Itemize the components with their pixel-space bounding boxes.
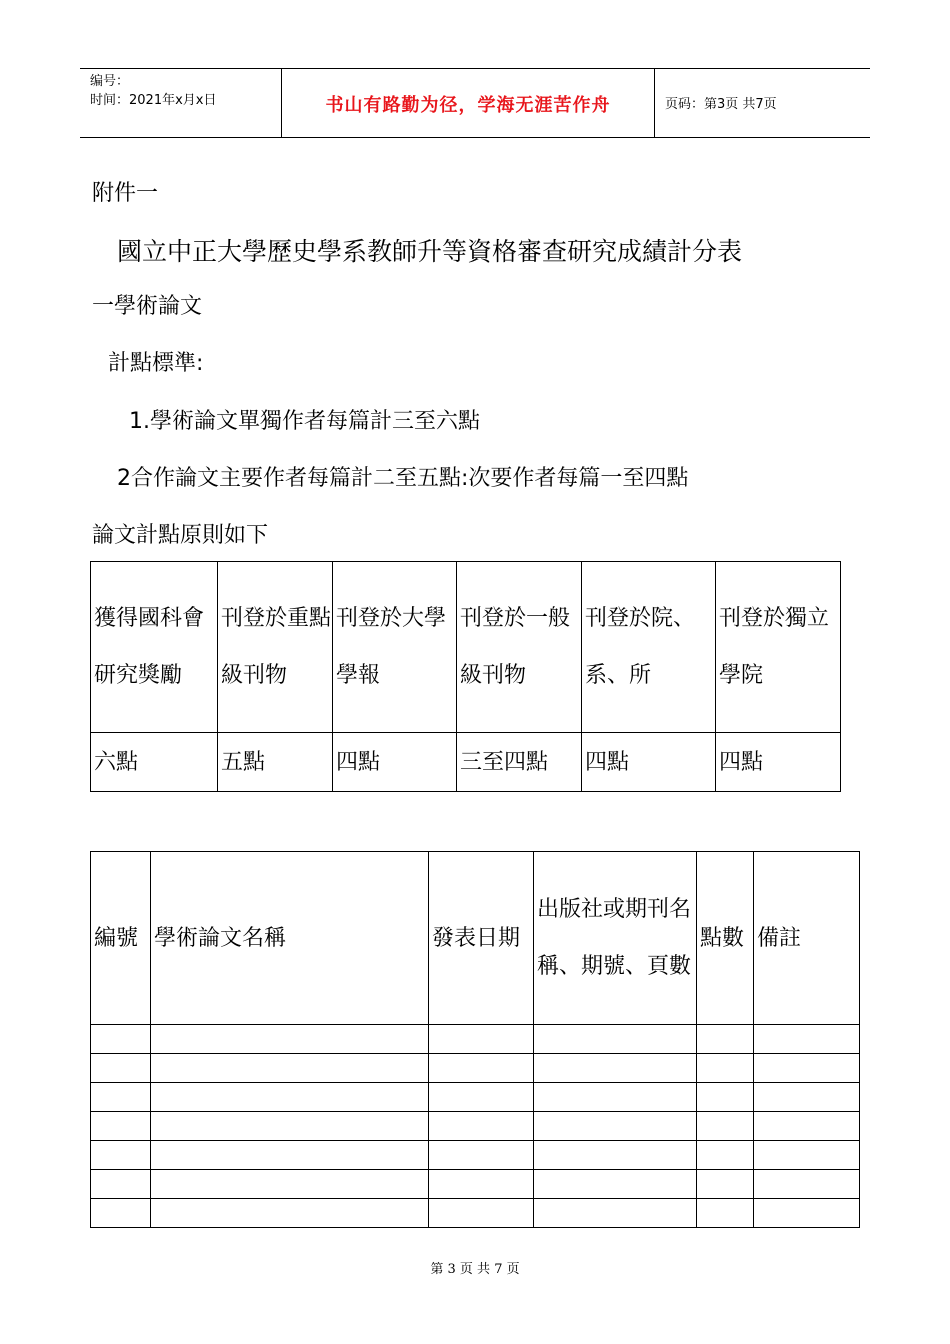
score-points-cell: 三至四點 (457, 733, 582, 792)
cell-points[interactable] (697, 1054, 754, 1083)
header-meta (90, 72, 216, 110)
cell-remarks[interactable] (754, 1170, 860, 1199)
score-table-points-row (91, 733, 841, 792)
page-footer: 第 3 页 共 7 页 (430, 1262, 520, 1277)
cell-publisher[interactable] (534, 1141, 697, 1170)
papers-table-header-row (91, 852, 860, 1025)
cell-points[interactable] (697, 1025, 754, 1054)
rule-1: 1.學術論文單獨作者每篇計三至六點 (129, 409, 480, 434)
cell-remarks[interactable] (754, 1199, 860, 1228)
papers-header-date: 發表日期 (429, 852, 534, 1025)
cell-publisher[interactable] (534, 1083, 697, 1112)
cell-date[interactable] (429, 1199, 534, 1228)
cell-remarks[interactable] (754, 1112, 860, 1141)
cell-date[interactable] (429, 1170, 534, 1199)
cell-remarks[interactable] (754, 1083, 860, 1112)
papers-header-remarks: 備註 (754, 852, 860, 1025)
score-table-header-row (91, 562, 841, 733)
cell-number[interactable] (91, 1112, 151, 1141)
table-row (91, 1025, 860, 1054)
cell-title[interactable] (151, 1025, 429, 1054)
cell-publisher[interactable] (534, 1054, 697, 1083)
rule-2: 2合作論文主要作者每篇計二至五點:次要作者每篇一至四點 (117, 466, 689, 491)
cell-points[interactable] (697, 1170, 754, 1199)
cell-title[interactable] (151, 1112, 429, 1141)
date-line: 时间：2021年x月x日 (90, 93, 217, 108)
table-row (91, 1054, 860, 1083)
cell-remarks[interactable] (754, 1025, 860, 1054)
cell-date[interactable] (429, 1141, 534, 1170)
score-header-cell: 刊登於獨立學院 (716, 562, 841, 733)
table-row (91, 1170, 860, 1199)
cell-date[interactable] (429, 1112, 534, 1141)
header-motto: 书山有路勤为径，学海无涯苦作舟 (325, 95, 611, 116)
page-header (80, 68, 870, 138)
score-points-cell: 六點 (91, 733, 218, 792)
header-divider (654, 69, 655, 137)
score-header-cell: 刊登於院、系、所 (582, 562, 716, 733)
cell-points[interactable] (697, 1112, 754, 1141)
document-title: 國立中正大學歷史學系教師升等資格審查研究成績計分表 (117, 237, 743, 266)
cell-number[interactable] (91, 1170, 151, 1199)
cell-date[interactable] (429, 1025, 534, 1054)
papers-header-publisher: 出版社或期刊名稱、期號、頁數 (534, 852, 697, 1025)
header-divider (281, 69, 282, 137)
attachment-label: 附件一 (92, 181, 159, 206)
score-points-cell: 四點 (582, 733, 716, 792)
score-header-cell: 獲得國科會研究獎勵 (91, 562, 218, 733)
cell-publisher[interactable] (534, 1170, 697, 1199)
cell-publisher[interactable] (534, 1112, 697, 1141)
cell-remarks[interactable] (754, 1054, 860, 1083)
number-label: 编号： (90, 74, 130, 89)
cell-title[interactable] (151, 1199, 429, 1228)
cell-number[interactable] (91, 1054, 151, 1083)
table-row (91, 1083, 860, 1112)
score-points-cell: 四點 (333, 733, 457, 792)
table-row (91, 1141, 860, 1170)
papers-header-number: 編號 (91, 852, 151, 1025)
criteria-label: 計點標準: (108, 351, 204, 376)
papers-table (90, 851, 860, 1228)
cell-title[interactable] (151, 1083, 429, 1112)
papers-header-points: 點數 (697, 852, 754, 1025)
papers-header-title: 學術論文名稱 (151, 852, 429, 1025)
cell-points[interactable] (697, 1141, 754, 1170)
cell-number[interactable] (91, 1199, 151, 1228)
cell-points[interactable] (697, 1199, 754, 1228)
cell-title[interactable] (151, 1141, 429, 1170)
cell-date[interactable] (429, 1054, 534, 1083)
score-points-cell: 五點 (218, 733, 333, 792)
cell-remarks[interactable] (754, 1141, 860, 1170)
score-header-cell: 刊登於大學學報 (333, 562, 457, 733)
score-header-cell: 刊登於一般級刊物 (457, 562, 582, 733)
table-row (91, 1199, 860, 1228)
score-table (90, 561, 841, 792)
score-header-cell: 刊登於重點級刊物 (218, 562, 333, 733)
cell-points[interactable] (697, 1083, 754, 1112)
table-row (91, 1112, 860, 1141)
cell-publisher[interactable] (534, 1199, 697, 1228)
cell-number[interactable] (91, 1025, 151, 1054)
section-heading: 一學術論文 (92, 294, 203, 319)
cell-title[interactable] (151, 1170, 429, 1199)
cell-title[interactable] (151, 1054, 429, 1083)
cell-publisher[interactable] (534, 1025, 697, 1054)
cell-date[interactable] (429, 1083, 534, 1112)
cell-number[interactable] (91, 1083, 151, 1112)
cell-number[interactable] (91, 1141, 151, 1170)
score-points-cell: 四點 (716, 733, 841, 792)
header-page-info: 页码：第3页 共7页 (665, 97, 777, 112)
principle-label: 論文計點原則如下 (92, 523, 269, 548)
